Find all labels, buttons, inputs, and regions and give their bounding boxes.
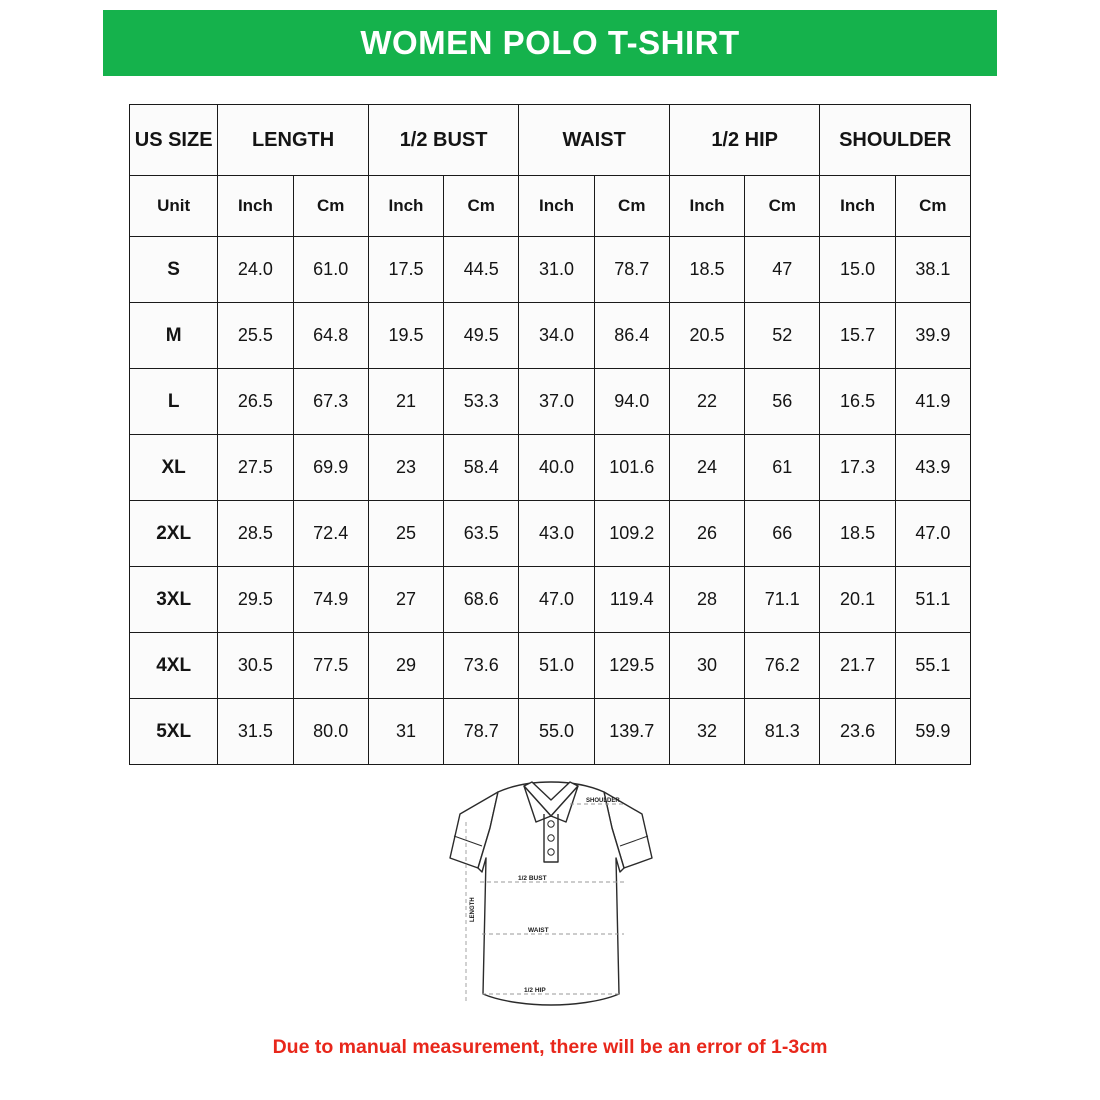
unit-label: Unit	[130, 176, 218, 237]
column-group-shoulder: SHOULDER	[820, 105, 971, 176]
cell-value: 16.5	[820, 369, 895, 435]
table-group-header-row	[130, 105, 971, 176]
cell-value: 30	[669, 633, 744, 699]
unit-hip-inch: Inch	[669, 176, 744, 237]
column-group-length: LENGTH	[218, 105, 369, 176]
cell-value: 61.0	[293, 237, 368, 303]
cell-value: 55.0	[519, 699, 594, 765]
page-title: WOMEN POLO T-SHIRT	[360, 24, 740, 61]
cell-value: 20.5	[669, 303, 744, 369]
unit-bust-cm: Cm	[444, 176, 519, 237]
table-row	[130, 501, 971, 567]
diagram-label-shoulder: SHOULDER	[586, 798, 620, 804]
cell-value: 86.4	[594, 303, 669, 369]
unit-length-inch: Inch	[218, 176, 293, 237]
unit-hip-cm: Cm	[745, 176, 820, 237]
unit-bust-inch: Inch	[368, 176, 443, 237]
cell-value: 139.7	[594, 699, 669, 765]
cell-value: 63.5	[444, 501, 519, 567]
cell-value: 27.5	[218, 435, 293, 501]
cell-value: 28.5	[218, 501, 293, 567]
cell-value: 24	[669, 435, 744, 501]
cell-value: 17.5	[368, 237, 443, 303]
cell-value: 78.7	[594, 237, 669, 303]
cell-value: 21	[368, 369, 443, 435]
cell-value: 25	[368, 501, 443, 567]
cell-value: 61	[745, 435, 820, 501]
cell-value: 119.4	[594, 567, 669, 633]
table-row	[130, 633, 971, 699]
cell-value: 81.3	[745, 699, 820, 765]
table-row	[130, 435, 971, 501]
cell-value: 47	[745, 237, 820, 303]
table-row	[130, 303, 971, 369]
diagram-label-length: LENGTH	[470, 897, 476, 922]
cell-value: 44.5	[444, 237, 519, 303]
cell-value: 40.0	[519, 435, 594, 501]
cell-value: 39.9	[895, 303, 970, 369]
cell-value: 66	[745, 501, 820, 567]
cell-value: 51.1	[895, 567, 970, 633]
cell-value: 22	[669, 369, 744, 435]
size-table-container	[129, 104, 971, 765]
cell-value: 53.3	[444, 369, 519, 435]
cell-value: 69.9	[293, 435, 368, 501]
row-size-label: 2XL	[130, 501, 218, 567]
cell-value: 47.0	[519, 567, 594, 633]
row-size-label: 3XL	[130, 567, 218, 633]
row-size-label: 4XL	[130, 633, 218, 699]
cell-value: 23	[368, 435, 443, 501]
cell-value: 94.0	[594, 369, 669, 435]
cell-value: 47.0	[895, 501, 970, 567]
cell-value: 38.1	[895, 237, 970, 303]
cell-value: 71.1	[745, 567, 820, 633]
cell-value: 34.0	[519, 303, 594, 369]
cell-value: 73.6	[444, 633, 519, 699]
measurement-disclaimer: Due to manual measurement, there will be an error of 1-3cm	[272, 1036, 828, 1058]
cell-value: 78.7	[444, 699, 519, 765]
row-size-label: 5XL	[130, 699, 218, 765]
cell-value: 26.5	[218, 369, 293, 435]
cell-value: 109.2	[594, 501, 669, 567]
cell-value: 58.4	[444, 435, 519, 501]
header-banner	[103, 10, 997, 76]
size-table	[129, 104, 971, 765]
table-unit-row	[130, 176, 971, 237]
cell-value: 80.0	[293, 699, 368, 765]
cell-value: 21.7	[820, 633, 895, 699]
cell-value: 32	[669, 699, 744, 765]
cell-value: 59.9	[895, 699, 970, 765]
column-header-us-size: US SIZE	[130, 105, 218, 176]
cell-value: 18.5	[669, 237, 744, 303]
polo-shirt-diagram	[420, 762, 682, 1022]
diagram-label-half-bust: 1/2 BUST	[518, 875, 547, 882]
cell-value: 31.0	[519, 237, 594, 303]
cell-value: 19.5	[368, 303, 443, 369]
diagram-label-waist: WAIST	[528, 927, 549, 934]
column-group-half-hip: 1/2 HIP	[669, 105, 820, 176]
unit-waist-cm: Cm	[594, 176, 669, 237]
cell-value: 29.5	[218, 567, 293, 633]
cell-value: 24.0	[218, 237, 293, 303]
table-row	[130, 567, 971, 633]
cell-value: 49.5	[444, 303, 519, 369]
cell-value: 129.5	[594, 633, 669, 699]
cell-value: 31.5	[218, 699, 293, 765]
cell-value: 43.9	[895, 435, 970, 501]
column-group-half-bust: 1/2 BUST	[368, 105, 519, 176]
cell-value: 55.1	[895, 633, 970, 699]
cell-value: 17.3	[820, 435, 895, 501]
cell-value: 68.6	[444, 567, 519, 633]
row-size-label: S	[130, 237, 218, 303]
cell-value: 37.0	[519, 369, 594, 435]
cell-value: 101.6	[594, 435, 669, 501]
cell-value: 64.8	[293, 303, 368, 369]
cell-value: 29	[368, 633, 443, 699]
cell-value: 20.1	[820, 567, 895, 633]
unit-shoulder-cm: Cm	[895, 176, 970, 237]
cell-value: 23.6	[820, 699, 895, 765]
unit-length-cm: Cm	[293, 176, 368, 237]
cell-value: 18.5	[820, 501, 895, 567]
cell-value: 43.0	[519, 501, 594, 567]
cell-value: 30.5	[218, 633, 293, 699]
table-row	[130, 699, 971, 765]
row-size-label: M	[130, 303, 218, 369]
row-size-label: L	[130, 369, 218, 435]
cell-value: 56	[745, 369, 820, 435]
cell-value: 28	[669, 567, 744, 633]
column-group-waist: WAIST	[519, 105, 670, 176]
table-row	[130, 237, 971, 303]
table-row	[130, 369, 971, 435]
cell-value: 51.0	[519, 633, 594, 699]
cell-value: 52	[745, 303, 820, 369]
cell-value: 25.5	[218, 303, 293, 369]
row-size-label: XL	[130, 435, 218, 501]
cell-value: 27	[368, 567, 443, 633]
unit-shoulder-inch: Inch	[820, 176, 895, 237]
cell-value: 74.9	[293, 567, 368, 633]
cell-value: 15.7	[820, 303, 895, 369]
cell-value: 41.9	[895, 369, 970, 435]
cell-value: 77.5	[293, 633, 368, 699]
cell-value: 26	[669, 501, 744, 567]
cell-value: 31	[368, 699, 443, 765]
cell-value: 72.4	[293, 501, 368, 567]
diagram-label-half-hip: 1/2 HIP	[524, 987, 546, 994]
cell-value: 67.3	[293, 369, 368, 435]
cell-value: 15.0	[820, 237, 895, 303]
cell-value: 76.2	[745, 633, 820, 699]
unit-waist-inch: Inch	[519, 176, 594, 237]
